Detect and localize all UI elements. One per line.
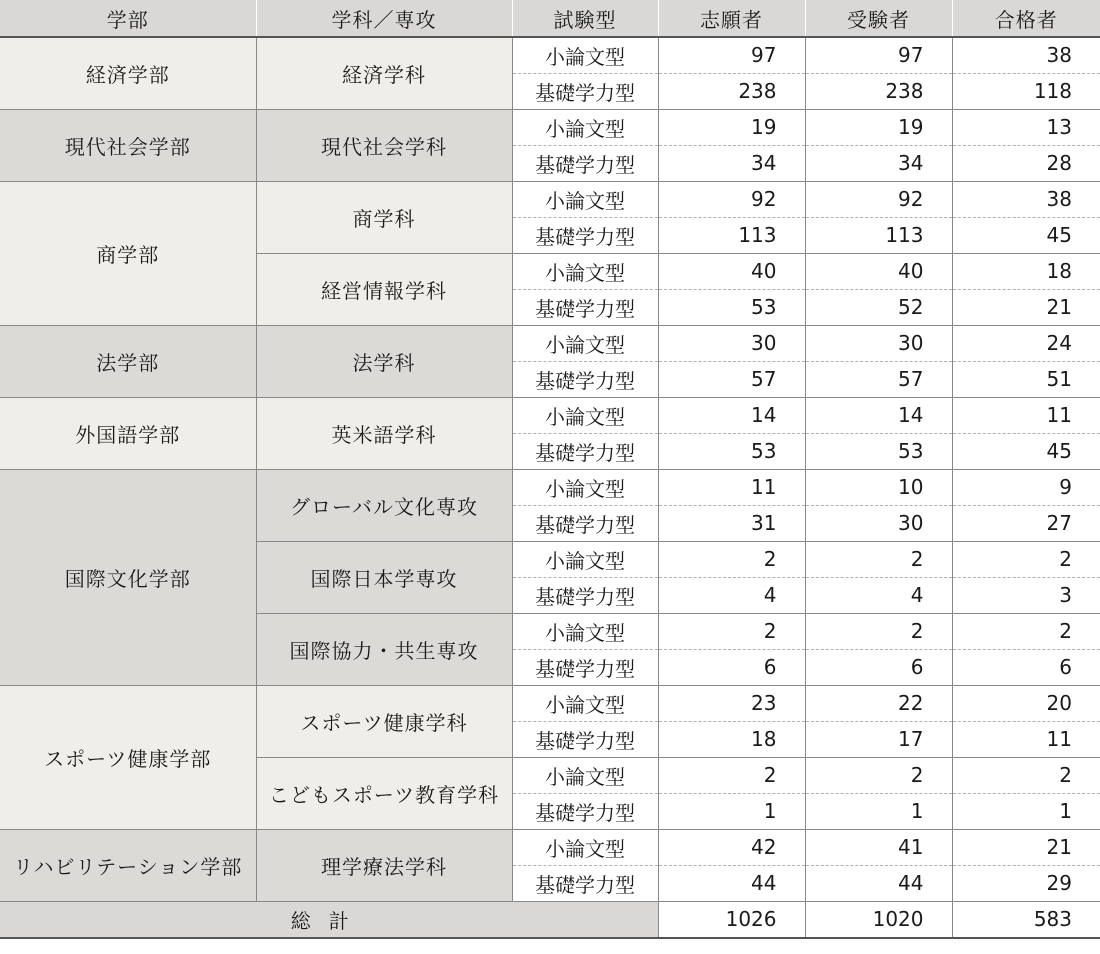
examinees-cell: 1	[805, 793, 952, 829]
exam-type-cell: 基礎学力型	[512, 289, 658, 325]
examinees-cell: 6	[805, 649, 952, 685]
applicants-cell: 23	[658, 685, 805, 721]
passed-cell: 21	[952, 289, 1100, 325]
passed-cell: 13	[952, 109, 1100, 145]
examinees-cell: 19	[805, 109, 952, 145]
exam-type-cell: 基礎学力型	[512, 217, 658, 253]
examinees-cell: 22	[805, 685, 952, 721]
passed-cell: 11	[952, 397, 1100, 433]
exam-type-cell: 基礎学力型	[512, 865, 658, 901]
applicants-cell: 97	[658, 37, 805, 73]
applicants-cell: 57	[658, 361, 805, 397]
applicants-cell: 4	[658, 577, 805, 613]
department-cell: 理学療法学科	[256, 829, 512, 901]
exam-type-cell: 小論文型	[512, 325, 658, 361]
examinees-cell: 2	[805, 757, 952, 793]
applicants-cell: 2	[658, 757, 805, 793]
applicants-cell: 11	[658, 469, 805, 505]
examinees-cell: 2	[805, 613, 952, 649]
exam-type-cell: 基礎学力型	[512, 649, 658, 685]
passed-cell: 2	[952, 541, 1100, 577]
passed-cell: 118	[952, 73, 1100, 109]
examinees-cell: 17	[805, 721, 952, 757]
table-row	[0, 829, 1100, 865]
department-cell: 英米語学科	[256, 397, 512, 469]
examinees-cell: 92	[805, 181, 952, 217]
passed-cell: 24	[952, 325, 1100, 361]
applicants-cell: 92	[658, 181, 805, 217]
passed-cell: 45	[952, 433, 1100, 469]
passed-cell: 21	[952, 829, 1100, 865]
table-row	[0, 685, 1100, 721]
total-label: 総計	[0, 901, 658, 938]
table-row	[0, 37, 1100, 73]
table-row	[0, 325, 1100, 361]
department-cell: 法学科	[256, 325, 512, 397]
applicants-cell: 2	[658, 541, 805, 577]
examinees-cell: 30	[805, 325, 952, 361]
examinees-cell: 4	[805, 577, 952, 613]
faculty-cell: 経済学部	[0, 37, 256, 109]
applicants-cell: 34	[658, 145, 805, 181]
passed-cell: 9	[952, 469, 1100, 505]
passed-cell: 3	[952, 577, 1100, 613]
table-body	[0, 37, 1100, 901]
passed-cell: 38	[952, 37, 1100, 73]
faculty-cell: 国際文化学部	[0, 469, 256, 685]
examinees-cell: 238	[805, 73, 952, 109]
faculty-cell: 現代社会学部	[0, 109, 256, 181]
passed-cell: 2	[952, 613, 1100, 649]
examinees-cell: 53	[805, 433, 952, 469]
department-cell: 経済学科	[256, 37, 512, 109]
exam-type-cell: 小論文型	[512, 253, 658, 289]
examinees-cell: 34	[805, 145, 952, 181]
passed-cell: 18	[952, 253, 1100, 289]
faculty-cell: スポーツ健康学部	[0, 685, 256, 829]
header-department: 学科／専攻	[256, 0, 512, 37]
table-row	[0, 109, 1100, 145]
exam-type-cell: 基礎学力型	[512, 505, 658, 541]
table-row	[0, 397, 1100, 433]
department-cell: 商学科	[256, 181, 512, 253]
applicants-cell: 30	[658, 325, 805, 361]
applicants-cell: 42	[658, 829, 805, 865]
exam-type-cell: 基礎学力型	[512, 73, 658, 109]
applicants-cell: 44	[658, 865, 805, 901]
department-cell: スポーツ健康学科	[256, 685, 512, 757]
department-cell: 経営情報学科	[256, 253, 512, 325]
applicants-cell: 14	[658, 397, 805, 433]
header-faculty: 学部	[0, 0, 256, 37]
department-cell: グローバル文化専攻	[256, 469, 512, 541]
exam-type-cell: 基礎学力型	[512, 721, 658, 757]
header-passed: 合格者	[952, 0, 1100, 37]
total-passed: 583	[952, 901, 1100, 938]
department-cell: 国際日本学専攻	[256, 541, 512, 613]
total-row	[0, 901, 1100, 938]
exam-type-cell: 小論文型	[512, 109, 658, 145]
exam-type-cell: 小論文型	[512, 541, 658, 577]
exam-type-cell: 基礎学力型	[512, 145, 658, 181]
passed-cell: 1	[952, 793, 1100, 829]
examinees-cell: 2	[805, 541, 952, 577]
examinees-cell: 44	[805, 865, 952, 901]
passed-cell: 29	[952, 865, 1100, 901]
passed-cell: 2	[952, 757, 1100, 793]
exam-type-cell: 小論文型	[512, 181, 658, 217]
passed-cell: 6	[952, 649, 1100, 685]
total-applicants: 1026	[658, 901, 805, 938]
passed-cell: 20	[952, 685, 1100, 721]
applicants-cell: 53	[658, 433, 805, 469]
applicants-cell: 19	[658, 109, 805, 145]
faculty-cell: リハビリテーション学部	[0, 829, 256, 901]
header-examinees: 受験者	[805, 0, 952, 37]
exam-type-cell: 小論文型	[512, 685, 658, 721]
applicants-cell: 6	[658, 649, 805, 685]
table-row	[0, 469, 1100, 505]
faculty-cell: 法学部	[0, 325, 256, 397]
passed-cell: 45	[952, 217, 1100, 253]
applicants-cell: 40	[658, 253, 805, 289]
department-cell: 現代社会学科	[256, 109, 512, 181]
faculty-cell: 外国語学部	[0, 397, 256, 469]
examinees-cell: 40	[805, 253, 952, 289]
header-applicants: 志願者	[658, 0, 805, 37]
applicants-cell: 18	[658, 721, 805, 757]
applicants-cell: 113	[658, 217, 805, 253]
exam-type-cell: 小論文型	[512, 757, 658, 793]
applicants-cell: 31	[658, 505, 805, 541]
examinees-cell: 113	[805, 217, 952, 253]
department-cell: 国際協力・共生専攻	[256, 613, 512, 685]
exam-type-cell: 基礎学力型	[512, 793, 658, 829]
exam-type-cell: 基礎学力型	[512, 577, 658, 613]
faculty-cell: 商学部	[0, 181, 256, 325]
exam-type-cell: 小論文型	[512, 829, 658, 865]
table-footer	[0, 901, 1100, 938]
passed-cell: 51	[952, 361, 1100, 397]
exam-type-cell: 小論文型	[512, 397, 658, 433]
examinees-cell: 57	[805, 361, 952, 397]
examinees-cell: 10	[805, 469, 952, 505]
exam-type-cell: 小論文型	[512, 37, 658, 73]
examinees-cell: 41	[805, 829, 952, 865]
examinees-cell: 30	[805, 505, 952, 541]
passed-cell: 27	[952, 505, 1100, 541]
header-exam-type: 試験型	[512, 0, 658, 37]
applicants-cell: 1	[658, 793, 805, 829]
applicants-cell: 53	[658, 289, 805, 325]
examinees-cell: 14	[805, 397, 952, 433]
examinees-cell: 52	[805, 289, 952, 325]
passed-cell: 38	[952, 181, 1100, 217]
examinees-cell: 97	[805, 37, 952, 73]
passed-cell: 11	[952, 721, 1100, 757]
applicants-cell: 238	[658, 73, 805, 109]
table-header	[0, 0, 1100, 37]
passed-cell: 28	[952, 145, 1100, 181]
total-examinees: 1020	[805, 901, 952, 938]
exam-type-cell: 小論文型	[512, 469, 658, 505]
header-row	[0, 0, 1100, 37]
table-row	[0, 181, 1100, 217]
exam-type-cell: 基礎学力型	[512, 433, 658, 469]
exam-type-cell: 小論文型	[512, 613, 658, 649]
applicants-cell: 2	[658, 613, 805, 649]
department-cell: こどもスポーツ教育学科	[256, 757, 512, 829]
exam-type-cell: 基礎学力型	[512, 361, 658, 397]
